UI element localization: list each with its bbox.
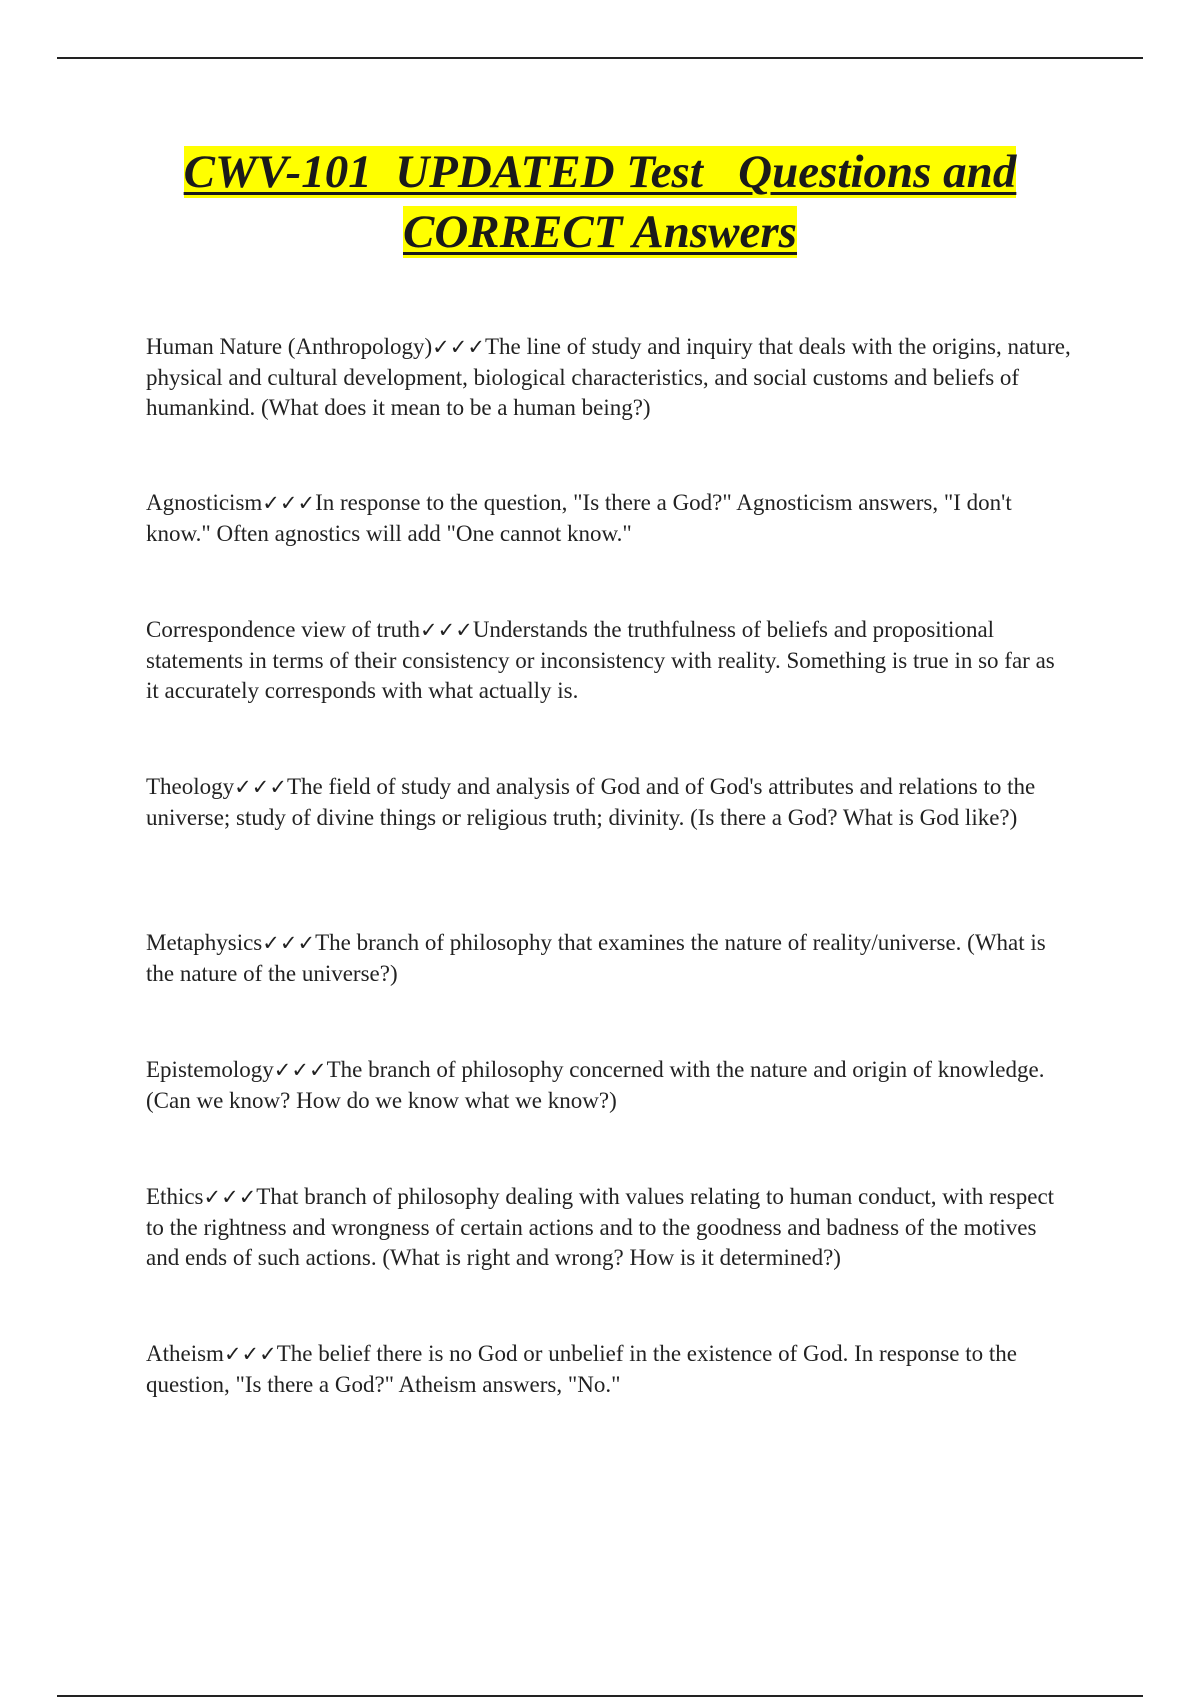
entry-human-nature [146,332,1071,424]
checkmarks-icon: ✓✓✓ [262,491,316,515]
entry-definition: The branch of philosophy that examines the nature of reality/universe. (What is the nature of the universe?) [146,930,1046,986]
entry-definition: The branch of philosophy concerned with the nature and origin of knowledge. (Can we know? How do we know what we know?) [146,1057,1045,1113]
entry-definition: The belief there is no God or unbelief in the existence of God. In response to the question, "Is there a God?" Atheism answers, "No." [146,1341,1017,1397]
title-line-1: CWV-101 UPDATED Test Questions and [183,146,1017,198]
entry-theology [146,772,1071,833]
entry-epistemology [146,1055,1071,1116]
entry-agnosticism [146,488,1071,549]
entry-term: Theology [146,774,235,799]
entry-definition: In response to the question, "Is there a God?" Agnosticism answers, "I don't know." Often agnostics will add "One cannot know." [146,490,1012,546]
entry-term: Metaphysics [146,930,263,955]
checkmarks-icon: ✓✓✓ [273,1058,327,1082]
checkmarks-icon: ✓✓✓ [262,931,316,955]
entry-definition: That branch of philosophy dealing with values relating to human conduct, with respect to the rightness and wrongness of certain actions and to the goodness and badness of the motives and ends of such actions. (What is right and wrong? How is it determined?) [146,1184,1055,1270]
entry-definition: The field of study and analysis of God and of God's attributes and relations to the universe; study of divine things or religious truth; divinity. (Is there a God? What is God like?) [146,774,1036,830]
title-line-2: CORRECT Answers [403,206,797,258]
entry-term: Agnosticism [146,490,263,515]
top-rule [57,57,1143,59]
entry-correspondence-view [146,615,1071,707]
entry-term: Ethics [146,1184,204,1209]
entry-term: Correspondence view of truth [146,617,421,642]
checkmarks-icon: ✓✓✓ [203,1185,257,1209]
document-title [100,142,1100,262]
checkmarks-icon: ✓✓✓ [234,775,287,799]
entry-term: Atheism [146,1341,224,1366]
entry-ethics [146,1182,1071,1274]
bottom-rule [57,1695,1143,1697]
entry-definition: Understands the truthfulness of beliefs and propositional statements in terms of their consistency or inconsistency with reality. Something is true in so far as it accurately corresponds with what actually is. [146,617,1055,703]
entry-metaphysics [146,928,1071,989]
entry-atheism [146,1339,1071,1400]
entry-term: Human Nature (Anthropology) [146,334,433,359]
checkmarks-icon: ✓✓✓ [420,618,473,642]
checkmarks-icon: ✓✓✓ [432,335,485,359]
entry-definition: The line of study and inquiry that deals with the origins, nature, physical and cultural development, biological characteristics, and social customs and beliefs of humankind. (What does it mean to be a human being?) [146,334,1071,420]
checkmarks-icon: ✓✓✓ [223,1342,277,1366]
entry-term: Epistemology [146,1057,274,1082]
